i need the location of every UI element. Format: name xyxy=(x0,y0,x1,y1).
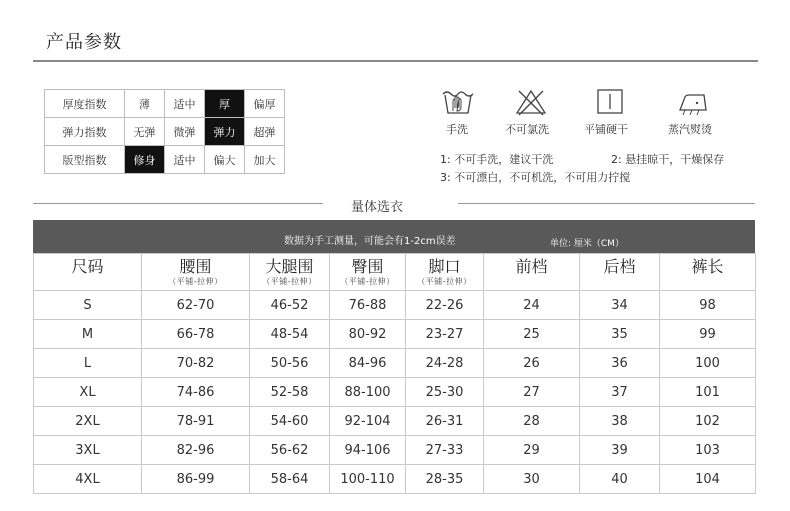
care-label-steam-iron: 蒸汽熨烫 xyxy=(668,123,712,136)
section-rule-left xyxy=(33,203,323,204)
parameter-option: 超弹 xyxy=(245,118,285,146)
measurement-cell: 103 xyxy=(660,436,756,465)
table-row xyxy=(34,465,756,494)
measurement-cell: 54-60 xyxy=(250,407,330,436)
table-row xyxy=(34,320,756,349)
dry-flat-icon xyxy=(593,88,627,116)
table-row xyxy=(34,407,756,436)
measurement-cell: 62-70 xyxy=(142,291,250,320)
measurement-cell: 23-27 xyxy=(406,320,484,349)
measurement-cell: 100 xyxy=(660,349,756,378)
care-note-1: 1: 不可手洗，建议干洗 xyxy=(440,153,554,166)
table-row xyxy=(34,378,756,407)
measurement-cell: 36 xyxy=(580,349,660,378)
measurement-cell: 78-91 xyxy=(142,407,250,436)
steam-iron-icon xyxy=(676,88,710,116)
title-divider xyxy=(33,60,758,62)
column-header-subtitle: （平铺-拉伸） xyxy=(417,277,472,286)
column-header xyxy=(34,254,142,291)
parameter-label: 版型指数 xyxy=(45,146,125,174)
measurement-cell: 74-86 xyxy=(142,378,250,407)
column-header-name: 前档 xyxy=(515,257,548,276)
care-note-2: 2: 悬挂晾干，干燥保存 xyxy=(611,153,725,166)
parameter-option: 薄 xyxy=(125,90,165,118)
page-title: 产品参数 xyxy=(46,32,122,53)
section-rule-right xyxy=(458,203,755,204)
column-header xyxy=(250,254,330,291)
parameter-row xyxy=(45,90,285,118)
column-header-subtitle: （平铺-拉伸） xyxy=(168,277,223,286)
column-header xyxy=(484,254,580,291)
parameter-label: 弹力指数 xyxy=(45,118,125,146)
measurement-cell: 46-52 xyxy=(250,291,330,320)
measurement-cell: 98 xyxy=(660,291,756,320)
measurement-cell: 34 xyxy=(580,291,660,320)
parameter-option: 无弹 xyxy=(125,118,165,146)
table-row xyxy=(34,291,756,320)
care-label-dry-flat: 平铺硬干 xyxy=(584,123,628,136)
column-header xyxy=(660,254,756,291)
measurement-cell: 100-110 xyxy=(330,465,406,494)
measurement-cell: 50-56 xyxy=(250,349,330,378)
no-bleach-icon xyxy=(514,88,548,116)
parameter-option: 适中 xyxy=(165,90,205,118)
measurement-cell: 40 xyxy=(580,465,660,494)
measurement-cell: 52-58 xyxy=(250,378,330,407)
measurement-cell: 101 xyxy=(660,378,756,407)
measurement-cell: 28-35 xyxy=(406,465,484,494)
measurement-cell: 80-92 xyxy=(330,320,406,349)
measurement-cell: 27 xyxy=(484,378,580,407)
measurement-cell: 86-99 xyxy=(142,465,250,494)
measurement-cell: 37 xyxy=(580,378,660,407)
measurement-cell: 39 xyxy=(580,436,660,465)
measurement-cell: 24 xyxy=(484,291,580,320)
parameter-option-selected: 修身 xyxy=(125,146,165,174)
parameter-option: 微弹 xyxy=(165,118,205,146)
parameter-row xyxy=(45,118,285,146)
measurement-cell: 99 xyxy=(660,320,756,349)
measurement-cell: 58-64 xyxy=(250,465,330,494)
measurement-cell: 27-33 xyxy=(406,436,484,465)
size-cell: 4XL xyxy=(34,465,142,494)
column-header xyxy=(142,254,250,291)
measurement-cell: 94-106 xyxy=(330,436,406,465)
measurement-cell: 25-30 xyxy=(406,378,484,407)
parameter-option-selected: 弹力 xyxy=(205,118,245,146)
parameter-grid xyxy=(44,89,285,174)
parameter-option: 适中 xyxy=(165,146,205,174)
measurement-cell: 84-96 xyxy=(330,349,406,378)
size-cell: S xyxy=(34,291,142,320)
parameter-option-selected: 厚 xyxy=(205,90,245,118)
table-row xyxy=(34,436,756,465)
measurement-cell: 88-100 xyxy=(330,378,406,407)
measurement-cell: 104 xyxy=(660,465,756,494)
measurement-cell: 26 xyxy=(484,349,580,378)
section-title: 量体选衣 xyxy=(351,200,404,215)
measurement-cell: 29 xyxy=(484,436,580,465)
care-note-3: 3: 不可漂白，不可机洗，不可用力拧搅 xyxy=(440,171,631,184)
column-header xyxy=(330,254,406,291)
column-header xyxy=(580,254,660,291)
measurement-cell: 92-104 xyxy=(330,407,406,436)
column-header-name: 脚口 xyxy=(428,257,461,276)
care-label-hand-wash: 手洗 xyxy=(446,123,468,136)
parameter-option: 偏大 xyxy=(205,146,245,174)
column-header-name: 尺码 xyxy=(71,257,104,276)
measurement-note: 数据为手工测量，可能会有1-2cm误差 xyxy=(284,236,456,247)
size-cell: 2XL xyxy=(34,407,142,436)
unit-label: 单位: 厘米（CM） xyxy=(550,239,624,249)
measurement-cell: 56-62 xyxy=(250,436,330,465)
measurement-cell: 82-96 xyxy=(142,436,250,465)
measurement-cell: 35 xyxy=(580,320,660,349)
column-header-name: 臀围 xyxy=(351,257,384,276)
measurement-cell: 102 xyxy=(660,407,756,436)
measurement-cell: 70-82 xyxy=(142,349,250,378)
measurement-cell: 76-88 xyxy=(330,291,406,320)
measurement-cell: 22-26 xyxy=(406,291,484,320)
parameter-label: 厚度指数 xyxy=(45,90,125,118)
measurement-cell: 66-78 xyxy=(142,320,250,349)
parameter-option: 加大 xyxy=(245,146,285,174)
hand-wash-icon xyxy=(441,88,475,116)
column-header-subtitle: （平铺-拉伸） xyxy=(340,277,395,286)
size-cell: 3XL xyxy=(34,436,142,465)
table-row xyxy=(34,349,756,378)
measurement-cell: 38 xyxy=(580,407,660,436)
column-header xyxy=(406,254,484,291)
column-header-name: 大腿围 xyxy=(265,257,314,276)
measurement-cell: 48-54 xyxy=(250,320,330,349)
size-table xyxy=(33,253,756,494)
size-cell: M xyxy=(34,320,142,349)
column-header-name: 裤长 xyxy=(691,257,724,276)
size-cell: XL xyxy=(34,378,142,407)
measurement-cell: 26-31 xyxy=(406,407,484,436)
column-header-name: 后档 xyxy=(603,257,636,276)
measurement-cell: 25 xyxy=(484,320,580,349)
column-header-subtitle: （平铺-拉伸） xyxy=(262,277,317,286)
column-header-name: 腰围 xyxy=(179,257,212,276)
size-cell: L xyxy=(34,349,142,378)
care-label-no-bleach: 不可氯洗 xyxy=(505,123,549,136)
parameter-option: 偏厚 xyxy=(245,90,285,118)
measurement-cell: 28 xyxy=(484,407,580,436)
measurement-cell: 30 xyxy=(484,465,580,494)
parameter-row xyxy=(45,146,285,174)
measurement-cell: 24-28 xyxy=(406,349,484,378)
